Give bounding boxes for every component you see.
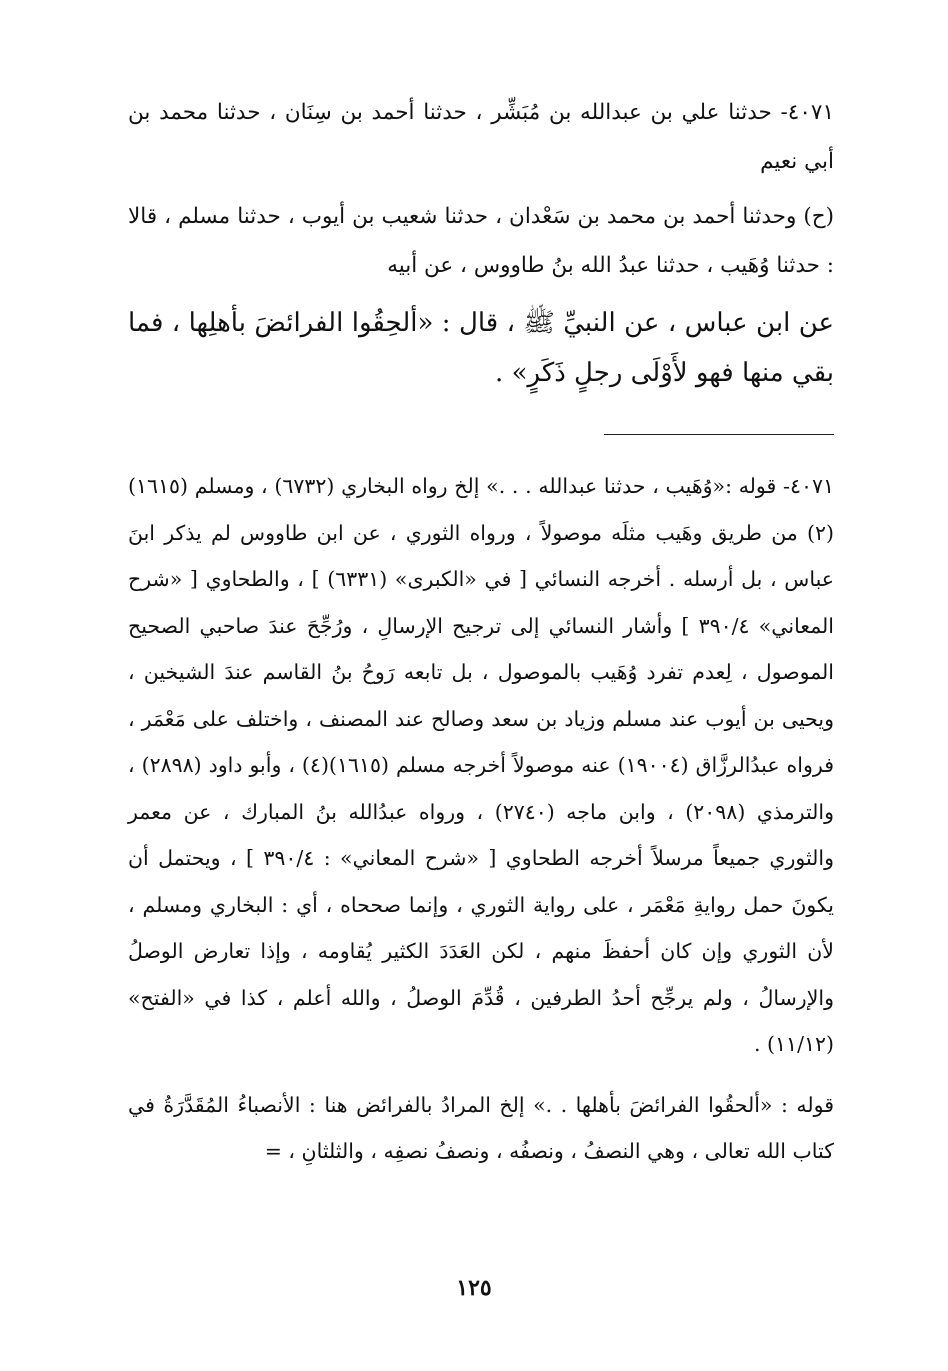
hadith-text: عن ابن عباس ، عن النبيِّ ﷺ ، قال : «ألحِقُوا الفرائضَ بأهلِها ، فما بقي منها فهو لأَوْلَى رجلٍ ذَكَرٍ» . [128, 308, 834, 388]
footnote-separator [604, 434, 834, 435]
footnote-4071: ٤٠٧١- قوله :«وُهَيب ، حدثنا عبدالله . . .» إلخ رواه البخاري (٦٧٣٢) ، ومسلم (١٦١٥)(٢) من طريق وهَيب مثلَه موصولاً ، ورواه الثوري ، عن ابن طاووس لم يذكر ابنَ عباس ، بل أرسله . أخرجه النسائي [ في «الكبرى» (٦٣٣١) ] ، والطحاوي [ «شرح المعاني» ٣٩٠/٤ ] وأشار النسائي إلى ترجيح الإرسالِ ، ورُجِّحَ عندَ صاحبي الصحيح الموصول ، لِعدم تفرد وُهَيب بالموصول ، بل تابعه رَوحُ بنُ القاسم عندَ الشيخين ، ويحيى بن أيوب عند مسلم وزياد بن سعد وصالح عند المصنف ، واختلف على مَعْمَر ، فرواه عبدُالرزَّاق (١٩٠٠٤) عنه موصولاً أخرجه مسلم (١٦١٥)(٤) ، وأبو داود (٢٨٩٨) ، والترمذي (٢٠٩٨) ، وابن ماجه (٢٧٤٠) ، ورواه عبدُالله بنُ المبارك ، عن معمر والثوري جميعاً مرسلاً أخرجه الطحاوي [ «شرح المعاني» : ٣٩٠/٤ ] ، ويحتمل أن يكونَ حمل روايةِ مَعْمَر ، على رواية الثوري ، وإنما صححاه ، أي : البخاري ومسلم ، لأن الثوري وإن كان أحفظَ منهم ، لكن العَدَدَ الكثير يُقاومه ، وإذا تعارض الوصلُ والإرسالُ ، ولم يرجِّح أحدُ الطرفين ، قُدِّمَ الوصلُ ، والله أعلم ، كذا في «الفتح» (١١/١٢) . [128, 474, 834, 1056]
hadith-chain-second: (ح) وحدثنا أحمد بن محمد بن سَعْدان ، حدثنا شعيب بن أيوب ، حدثنا مسلم ، قالا : حدثنا وُهَيب ، حدثنا عبدُ الله بنُ طاووس ، عن أبيه [128, 204, 834, 278]
hadith-chain-first: ٤٠٧١- حدثنا علي بن عبدالله بن مُبَشِّر ، حدثنا أحمد بن سِنَان ، حدثنا محمد بن أبي نعيم [128, 100, 834, 174]
footnote-faraid: قوله : «ألحقُوا الفرائضَ بأهلها . .» إلخ المرادُ بالفرائض هنا : الأنصباءُ المُقَدَّرَةُ في كتاب الله تعالى ، وهي النصفُ ، ونصفُه ، ونصفُ نصفِه ، والثلثانِ ، = [128, 1092, 834, 1163]
footnotes [128, 463, 834, 1175]
page-number: ١٢٥ [456, 1275, 492, 1301]
page-body [128, 88, 834, 1175]
